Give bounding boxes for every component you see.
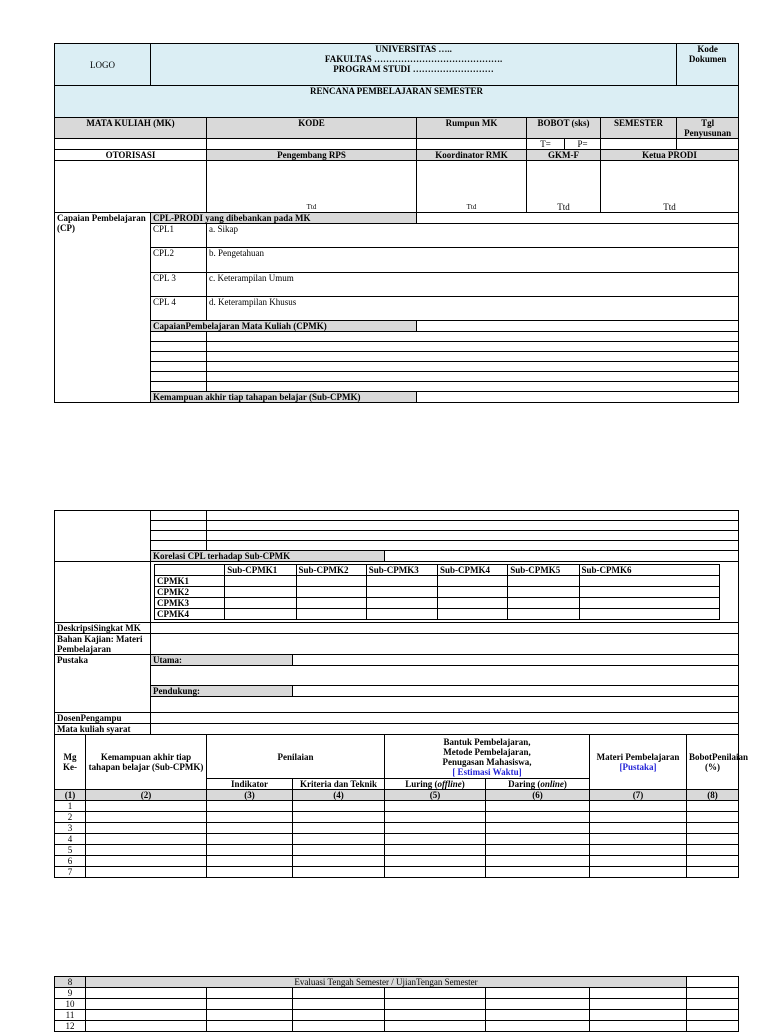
cp-label: Capaian Pembelajaran (CP) (55, 213, 151, 403)
uts-bobot[interactable] (687, 977, 739, 988)
week-cell[interactable] (293, 812, 385, 823)
week-cell[interactable] (486, 856, 590, 867)
luring-italic: offline (437, 779, 462, 789)
week-number: 6 (55, 856, 86, 867)
cpmk-desc-cell[interactable] (207, 372, 739, 382)
syarat-label: Mata kuliah syarat (55, 724, 151, 735)
col-num-1: (1) (55, 790, 86, 801)
plan-kriteria-header: Kriteria dan Teknik (293, 779, 385, 790)
week-cell[interactable] (207, 999, 293, 1010)
week-cell[interactable] (86, 801, 207, 812)
subcpmk-code-cell[interactable] (151, 521, 207, 531)
bahan-value[interactable] (151, 634, 739, 655)
subcpmk-code-cell[interactable] (151, 531, 207, 541)
rps-page-2 (54, 510, 749, 878)
cpl-header: CPL-PRODI yang dibebankan pada MK (151, 213, 417, 224)
korelasi-row-1: CPMK1 (155, 576, 225, 587)
col-num-5: (5) (385, 790, 486, 801)
week-cell[interactable] (86, 999, 207, 1010)
otorisasi-label: OTORISASI (55, 150, 207, 161)
week-row (55, 867, 739, 878)
plan-materi-header (590, 735, 687, 790)
document-title: RENCANA PEMBELAJARAN SEMESTER (55, 86, 739, 118)
korelasi-spacer (385, 551, 739, 562)
col-num-7: (7) (590, 790, 687, 801)
week-cell[interactable] (486, 812, 590, 823)
cpl-code-2: CPL2 (151, 248, 207, 273)
week-row (55, 845, 739, 856)
cpmk-header: CapaianPembelajaran Mata Kuliah (CPMK) (151, 321, 417, 332)
korelasi-cell-value[interactable] (579, 587, 720, 598)
week-cell[interactable] (86, 823, 207, 834)
cpmk-desc-cell[interactable] (207, 382, 739, 392)
plan-indikator-header: Indikator (207, 779, 293, 790)
week-cell[interactable] (486, 988, 590, 999)
week-cell[interactable] (207, 834, 293, 845)
week-cell[interactable] (293, 801, 385, 812)
tgl-value[interactable] (677, 139, 739, 150)
week-cell[interactable] (293, 867, 385, 878)
col-num-8: (8) (687, 790, 739, 801)
logo-cell: LOGO (55, 44, 151, 86)
week-row (55, 1010, 739, 1021)
korelasi-corner (155, 565, 225, 576)
week-number: 5 (55, 845, 86, 856)
korelasi-cell-value[interactable] (508, 609, 579, 620)
otorisasi-blank (55, 161, 207, 213)
week-row (55, 856, 739, 867)
week-number: 10 (55, 999, 86, 1010)
week-cell[interactable] (385, 999, 486, 1010)
week-cell[interactable] (207, 845, 293, 856)
korelasi-col-5: Sub-CPMK5 (508, 565, 579, 576)
korelasi-cell-value[interactable] (438, 609, 508, 620)
week-cell[interactable] (293, 999, 385, 1010)
daring-text: Daring ( (508, 779, 541, 789)
korelasi-left-blank (55, 562, 151, 623)
korelasi-row-3: CPMK3 (155, 598, 225, 609)
week-cell[interactable] (86, 845, 207, 856)
korelasi-cell-value[interactable] (366, 598, 437, 609)
deskripsi-label: DeskripsiSingkat MK (55, 623, 151, 634)
korelasi-cell-value[interactable] (225, 576, 296, 587)
cpmk-code-cell[interactable] (151, 332, 207, 342)
daring-close: ) (563, 779, 567, 789)
subcpmk-desc-cell[interactable] (207, 521, 739, 531)
week-cell[interactable] (207, 1021, 293, 1032)
subcpmk-header: Kemampuan akhir tiap tahapan belajar (Sub-CPMK) (151, 392, 417, 403)
korelasi-cell-value[interactable] (579, 598, 720, 609)
semester-value[interactable] (601, 139, 677, 150)
week-cell[interactable] (687, 1021, 739, 1032)
week-cell[interactable] (687, 999, 739, 1010)
cpmk-code-cell[interactable] (151, 352, 207, 362)
week-cell[interactable] (207, 867, 293, 878)
plan-bentuk-line-1: Bantuk Pembelajaran, (443, 736, 531, 747)
week-cell[interactable] (86, 834, 207, 845)
rumpun-label: Rumpun MK (417, 118, 527, 139)
pustaka-utama-spacer (293, 655, 739, 666)
col-num-3: (3) (207, 790, 293, 801)
week-row (55, 1021, 739, 1032)
bobot-label: BOBOT (sks) (527, 118, 601, 139)
week-cell[interactable] (86, 988, 207, 999)
korelasi-row-2: CPMK2 (155, 587, 225, 598)
pustaka-utama-value[interactable] (151, 666, 739, 686)
faculty-name: FAKULTAS ……………………………………. (324, 54, 503, 64)
week-cell[interactable] (293, 834, 385, 845)
program-name: PROGRAM STUDI ……………………… (333, 64, 494, 74)
korelasi-cell-value[interactable] (438, 587, 508, 598)
week-row (55, 988, 739, 999)
kaprodi-label: Ketua PRODI (601, 150, 739, 161)
rps-page-1 (54, 43, 738, 403)
cpmk-desc-cell[interactable] (207, 352, 739, 362)
week-number: 4 (55, 834, 86, 845)
deskripsi-value[interactable] (151, 623, 739, 634)
doc-code-label: Kode Dokumen (677, 44, 739, 86)
bobot-t[interactable]: T= (527, 139, 565, 150)
week-cell[interactable] (590, 823, 687, 834)
week-cell[interactable] (86, 867, 207, 878)
week-row (55, 823, 739, 834)
subcpmk-code-cell[interactable] (151, 541, 207, 551)
week-cell[interactable] (293, 856, 385, 867)
korelasi-cell-value[interactable] (225, 609, 296, 620)
pustaka-pendukung-spacer (293, 686, 739, 697)
korelasi-cell-value[interactable] (296, 587, 366, 598)
pustaka-pendukung-label: Pendukung: (151, 686, 293, 697)
cpl-desc-3[interactable]: c. Keterampilan Umum (207, 273, 739, 297)
korelasi-cell-value[interactable] (438, 598, 508, 609)
cpl-desc-2[interactable]: b. Pengetahuan (207, 248, 739, 273)
week-cell[interactable] (207, 856, 293, 867)
week-cell[interactable] (207, 1010, 293, 1021)
cpl-desc-4[interactable]: d. Keterampilan Khusus (207, 297, 739, 321)
semester-label: SEMESTER (601, 118, 677, 139)
week-cell[interactable] (86, 812, 207, 823)
tgl-label: Tgl Penyusunan (677, 118, 739, 139)
week-cell[interactable] (590, 988, 687, 999)
week-cell[interactable] (590, 834, 687, 845)
korelasi-cell-value[interactable] (508, 598, 579, 609)
korelasi-cell-value[interactable] (225, 598, 296, 609)
subcpmk-desc-cell[interactable] (207, 541, 739, 551)
rumpun-value[interactable] (417, 139, 527, 150)
kode-value[interactable] (207, 139, 417, 150)
week-cell[interactable] (590, 999, 687, 1010)
cpmk-desc-cell[interactable] (207, 332, 739, 342)
week-number: 9 (55, 988, 86, 999)
plan-bentuk-line-2: Metode Pembelajaran, (443, 746, 531, 757)
week-cell[interactable] (590, 845, 687, 856)
rps-page-3 (54, 976, 738, 1032)
col-num-2: (2) (86, 790, 207, 801)
korelasi-cell-value[interactable] (366, 587, 437, 598)
plan-daring-header (486, 779, 590, 790)
daring-italic: online (540, 779, 564, 789)
week-row (55, 999, 739, 1010)
korelasi-cell-value[interactable] (366, 609, 437, 620)
cpmk-code-cell[interactable] (151, 362, 207, 372)
week-cell[interactable] (293, 1021, 385, 1032)
week-cell[interactable] (687, 845, 739, 856)
subcpmk-code-cell[interactable] (151, 511, 207, 521)
korelasi-col-1: Sub-CPMK1 (225, 565, 296, 576)
plan-bobot-header: BobotPenilaian (%) (687, 735, 739, 790)
cpmk-desc-cell[interactable] (207, 362, 739, 372)
plan-luring-header (385, 779, 486, 790)
week-row (55, 801, 739, 812)
week-cell[interactable] (385, 988, 486, 999)
week-cell[interactable] (687, 856, 739, 867)
plan-estimasi: [ Estimasi Waktu] (452, 766, 522, 777)
week-cell[interactable] (293, 845, 385, 856)
syarat-value[interactable] (151, 724, 739, 735)
korelasi-matrix (154, 564, 720, 620)
week-cell[interactable] (86, 1021, 207, 1032)
korelasi-cell-value[interactable] (225, 587, 296, 598)
pustaka-pendukung-value[interactable] (151, 697, 739, 713)
week-cell[interactable] (385, 823, 486, 834)
uts-label: Evaluasi Tengah Semester / UjianTengan Semester (86, 977, 687, 988)
cpl-header-spacer (417, 213, 739, 224)
pustaka-utama-label: Utama: (151, 655, 293, 666)
week-cell[interactable] (207, 812, 293, 823)
bobot-p[interactable]: P= (565, 139, 601, 150)
subcpmk-desc-cell[interactable] (207, 511, 739, 521)
uts-week-number: 8 (55, 977, 86, 988)
week-cell[interactable] (687, 1010, 739, 1021)
week-cell[interactable] (385, 812, 486, 823)
week-cell[interactable] (486, 1021, 590, 1032)
luring-text: Luring ( (405, 779, 438, 789)
col-num-4: (4) (293, 790, 385, 801)
week-cell[interactable] (385, 1010, 486, 1021)
korelasi-cell-value[interactable] (438, 576, 508, 587)
korelasi-header: Korelasi CPL terhadap Sub-CPMK (151, 551, 385, 562)
mk-value[interactable] (55, 139, 207, 150)
plan-pustaka-tag: [Pustaka] (619, 762, 657, 772)
week-number: 12 (55, 1021, 86, 1032)
week-cell[interactable] (207, 801, 293, 812)
week-cell[interactable] (385, 834, 486, 845)
weeks-b-body (55, 988, 739, 1032)
week-cell[interactable] (207, 823, 293, 834)
week-cell[interactable] (293, 988, 385, 999)
subcpmk-header-spacer (417, 392, 739, 403)
cpmk-desc-cell[interactable] (207, 342, 739, 352)
plan-kemampuan-header: Kemampuan akhir tiap tahapan belajar (Sub-CPMK) (86, 735, 207, 790)
korelasi-cell-value[interactable] (366, 576, 437, 587)
mk-label: MATA KULIAH (MK) (55, 118, 207, 139)
week-cell[interactable] (687, 801, 739, 812)
korelasi-cell-value[interactable] (508, 587, 579, 598)
plan-bentuk-line-3: Penugasan Mahasiswa, (442, 756, 532, 767)
subcpmk-desc-cell[interactable] (207, 531, 739, 541)
plan-penilaian-header: Penilaian (207, 735, 385, 779)
week-number: 1 (55, 801, 86, 812)
korelasi-cell-value[interactable] (296, 609, 366, 620)
korelasi-cell-value[interactable] (296, 576, 366, 587)
korelasi-col-6: Sub-CPMK6 (579, 565, 720, 576)
week-cell[interactable] (590, 801, 687, 812)
cpmk-code-cell[interactable] (151, 382, 207, 392)
week-cell[interactable] (590, 856, 687, 867)
ttd-koordinator[interactable]: Ttd (417, 161, 527, 213)
week-cell[interactable] (293, 1010, 385, 1021)
kode-label: KODE (207, 118, 417, 139)
week-number: 7 (55, 867, 86, 878)
cpmk-code-cell[interactable] (151, 342, 207, 352)
week-cell[interactable] (486, 999, 590, 1010)
korelasi-col-2: Sub-CPMK2 (296, 565, 366, 576)
pengembang-label: Pengembang RPS (207, 150, 417, 161)
week-cell[interactable] (590, 1010, 687, 1021)
week-cell[interactable] (590, 812, 687, 823)
week-cell[interactable] (486, 1010, 590, 1021)
cpl-code-1: CPL1 (151, 224, 207, 248)
ttd-pengembang[interactable]: Ttd (207, 161, 417, 213)
week-cell[interactable] (486, 834, 590, 845)
korelasi-col-4: Sub-CPMK4 (438, 565, 508, 576)
korelasi-col-3: Sub-CPMK3 (366, 565, 437, 576)
weeks-a-body (55, 801, 739, 878)
institution-header (151, 44, 677, 86)
cpmk-header-spacer (417, 321, 739, 332)
week-number: 2 (55, 812, 86, 823)
week-cell[interactable] (486, 801, 590, 812)
week-cell[interactable] (590, 1021, 687, 1032)
gkm-label: GKM-F (527, 150, 601, 161)
plan-materi-label: Materi Pembelajaran (596, 752, 680, 762)
plan-bentuk-header (385, 735, 590, 779)
cpl-desc-1[interactable]: a. Sikap (207, 224, 739, 248)
week-cell[interactable] (687, 834, 739, 845)
cpl-code-3: CPL 3 (151, 273, 207, 297)
dosen-value[interactable] (151, 713, 739, 724)
week-cell[interactable] (687, 812, 739, 823)
cpmk-code-cell[interactable] (151, 372, 207, 382)
week-cell[interactable] (687, 988, 739, 999)
koordinator-label: Koordinator RMK (417, 150, 527, 161)
korelasi-cell-value[interactable] (296, 598, 366, 609)
university-name: UNIVERSITAS ….. (375, 44, 452, 54)
cpl-code-4: CPL 4 (151, 297, 207, 321)
week-cell[interactable] (207, 988, 293, 999)
cp-continuation (55, 511, 151, 562)
week-cell[interactable] (385, 1021, 486, 1032)
week-cell[interactable] (687, 823, 739, 834)
korelasi-cell-value[interactable] (579, 576, 720, 587)
korelasi-cell-value[interactable] (508, 576, 579, 587)
week-cell[interactable] (486, 823, 590, 834)
bahan-label: Bahan Kajian: Materi Pembelajaran (55, 634, 151, 655)
week-cell[interactable] (86, 856, 207, 867)
korelasi-cell-value[interactable] (579, 609, 720, 620)
week-row (55, 834, 739, 845)
week-number: 3 (55, 823, 86, 834)
week-cell[interactable] (687, 867, 739, 878)
week-cell[interactable] (293, 823, 385, 834)
week-cell[interactable] (590, 867, 687, 878)
week-number: 11 (55, 1010, 86, 1021)
plan-mg-header: Mg Ke- (55, 735, 86, 790)
week-cell[interactable] (385, 801, 486, 812)
pustaka-label: Pustaka (55, 655, 151, 713)
week-cell[interactable] (385, 845, 486, 856)
col-num-6: (6) (486, 790, 590, 801)
week-row (55, 812, 739, 823)
korelasi-cell (151, 562, 739, 623)
week-cell[interactable] (486, 867, 590, 878)
ttd-gkm[interactable]: Ttd (527, 161, 601, 213)
korelasi-row-4: CPMK4 (155, 609, 225, 620)
week-cell[interactable] (385, 856, 486, 867)
dosen-label: DosenPengampu (55, 713, 151, 724)
week-cell[interactable] (486, 845, 590, 856)
week-cell[interactable] (385, 867, 486, 878)
week-cell[interactable] (86, 1010, 207, 1021)
ttd-kaprodi[interactable]: Ttd (601, 161, 739, 213)
luring-close: ) (461, 779, 465, 789)
